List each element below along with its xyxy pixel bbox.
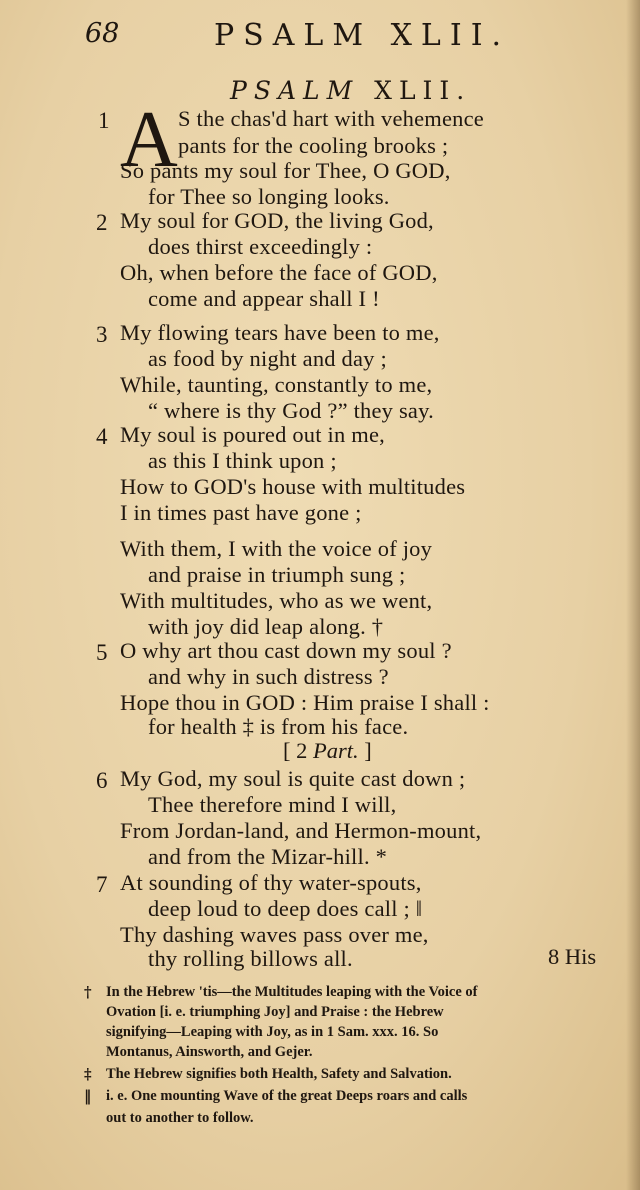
- catchword: 8 His: [548, 944, 597, 969]
- verse-line: and why in such distress ?: [148, 664, 389, 689]
- verse-line: as this I think upon ;: [148, 448, 337, 473]
- verse-line: My flowing tears have been to me,: [120, 320, 440, 345]
- footnote-line: The Hebrew signifies both Health, Safety and Salvation.: [106, 1066, 452, 1082]
- verse-number: 1: [98, 108, 110, 133]
- page-edge-shadow: [626, 0, 640, 1190]
- verse-number: 4: [96, 424, 108, 449]
- part-label: Part.: [313, 738, 359, 763]
- verse-line: So pants my soul for Thee, O GOD,: [120, 158, 451, 183]
- verse-line: and from the Mizar-hill. *: [148, 844, 388, 869]
- footnote-line: signifying—Leaping with Joy, as in 1 Sam. xxx. 16. So: [106, 1024, 439, 1040]
- verse-line: for Thee so longing looks.: [148, 184, 390, 209]
- verse-line: “ where is thy God ?” they say.: [148, 398, 434, 423]
- footnote-mark: †: [84, 984, 92, 1001]
- verse-line: O why art thou cast down my soul ?: [120, 638, 452, 663]
- verse-line: From Jordan-land, and Hermon-mount,: [120, 818, 482, 843]
- verse-line: Thy dashing waves pass over me,: [120, 922, 429, 947]
- verse-line: My soul for GOD, the living God,: [120, 208, 434, 233]
- part-bracket-open: [: [283, 738, 291, 763]
- verse-number: 5: [96, 640, 108, 665]
- part-number: 2: [296, 738, 308, 763]
- footnote-line: In the Hebrew 'tis—the Multitudes leaping with the Voice of: [106, 984, 478, 1000]
- verse-line: With multitudes, who as we went,: [120, 588, 433, 613]
- verse-number: 3: [96, 322, 108, 347]
- verse-line: Thee therefore mind I will,: [148, 792, 397, 817]
- verse-line: How to GOD's house with multitudes: [120, 474, 466, 499]
- page-number: 68: [85, 18, 120, 49]
- verse-number: 2: [96, 210, 108, 235]
- verse-line: At sounding of thy water-spouts,: [120, 870, 422, 895]
- part-bracket-close: ]: [364, 738, 372, 763]
- verse-line: does thirst exceedingly :: [148, 234, 373, 259]
- verse-line: Hope thou in GOD : Him praise I shall :: [120, 690, 490, 715]
- verse-line: with joy did leap along. †: [148, 614, 384, 639]
- verse-line: deep loud to deep does call ; ‖: [148, 896, 423, 921]
- footnote-mark: ‡: [84, 1066, 92, 1083]
- footnote-line: out to another to follow.: [106, 1110, 254, 1126]
- page-header: [0, 18, 640, 58]
- psalm-title-word: PSALM: [230, 76, 360, 105]
- verse-line: My God, my soul is quite cast down ;: [120, 766, 466, 791]
- drop-cap: A: [120, 96, 178, 184]
- footnote-mark: ‖: [84, 1088, 92, 1105]
- verse-number: 7: [96, 872, 108, 897]
- verse-line: My soul is poured out in me,: [120, 422, 385, 447]
- verse-line: S the chas'd hart with vehemence: [178, 106, 484, 131]
- verse-line: Oh, when before the face of GOD,: [120, 260, 438, 285]
- footnote-line: Ovation [i. e. triumphing Joy] and Praise : the Hebrew: [106, 1004, 444, 1020]
- verse-line: as food by night and day ;: [148, 346, 387, 371]
- verse-line: With them, I with the voice of joy: [120, 536, 433, 561]
- psalm-title: [230, 76, 471, 105]
- verse-line: thy rolling billows all.: [148, 946, 353, 971]
- verse-line: come and appear shall I !: [148, 286, 380, 311]
- verse-line: pants for the cooling brooks ;: [178, 133, 449, 158]
- psalm-title-number: XLII.: [374, 76, 472, 105]
- verse-line: I in times past have gone ;: [120, 500, 362, 525]
- part-marker: [283, 738, 372, 764]
- verse-line: and praise in triumph sung ;: [148, 562, 406, 587]
- verse-line: for health ‡ is from his face.: [148, 714, 409, 739]
- verse-line: While, taunting, constantly to me,: [120, 372, 433, 397]
- footnote-line: i. e. One mounting Wave of the great Deeps roars and calls: [106, 1088, 468, 1104]
- running-head: PSALM XLII.: [214, 18, 511, 53]
- footnote-line: Montanus, Ainsworth, and Gejer.: [106, 1044, 313, 1060]
- verse-number: 6: [96, 768, 108, 793]
